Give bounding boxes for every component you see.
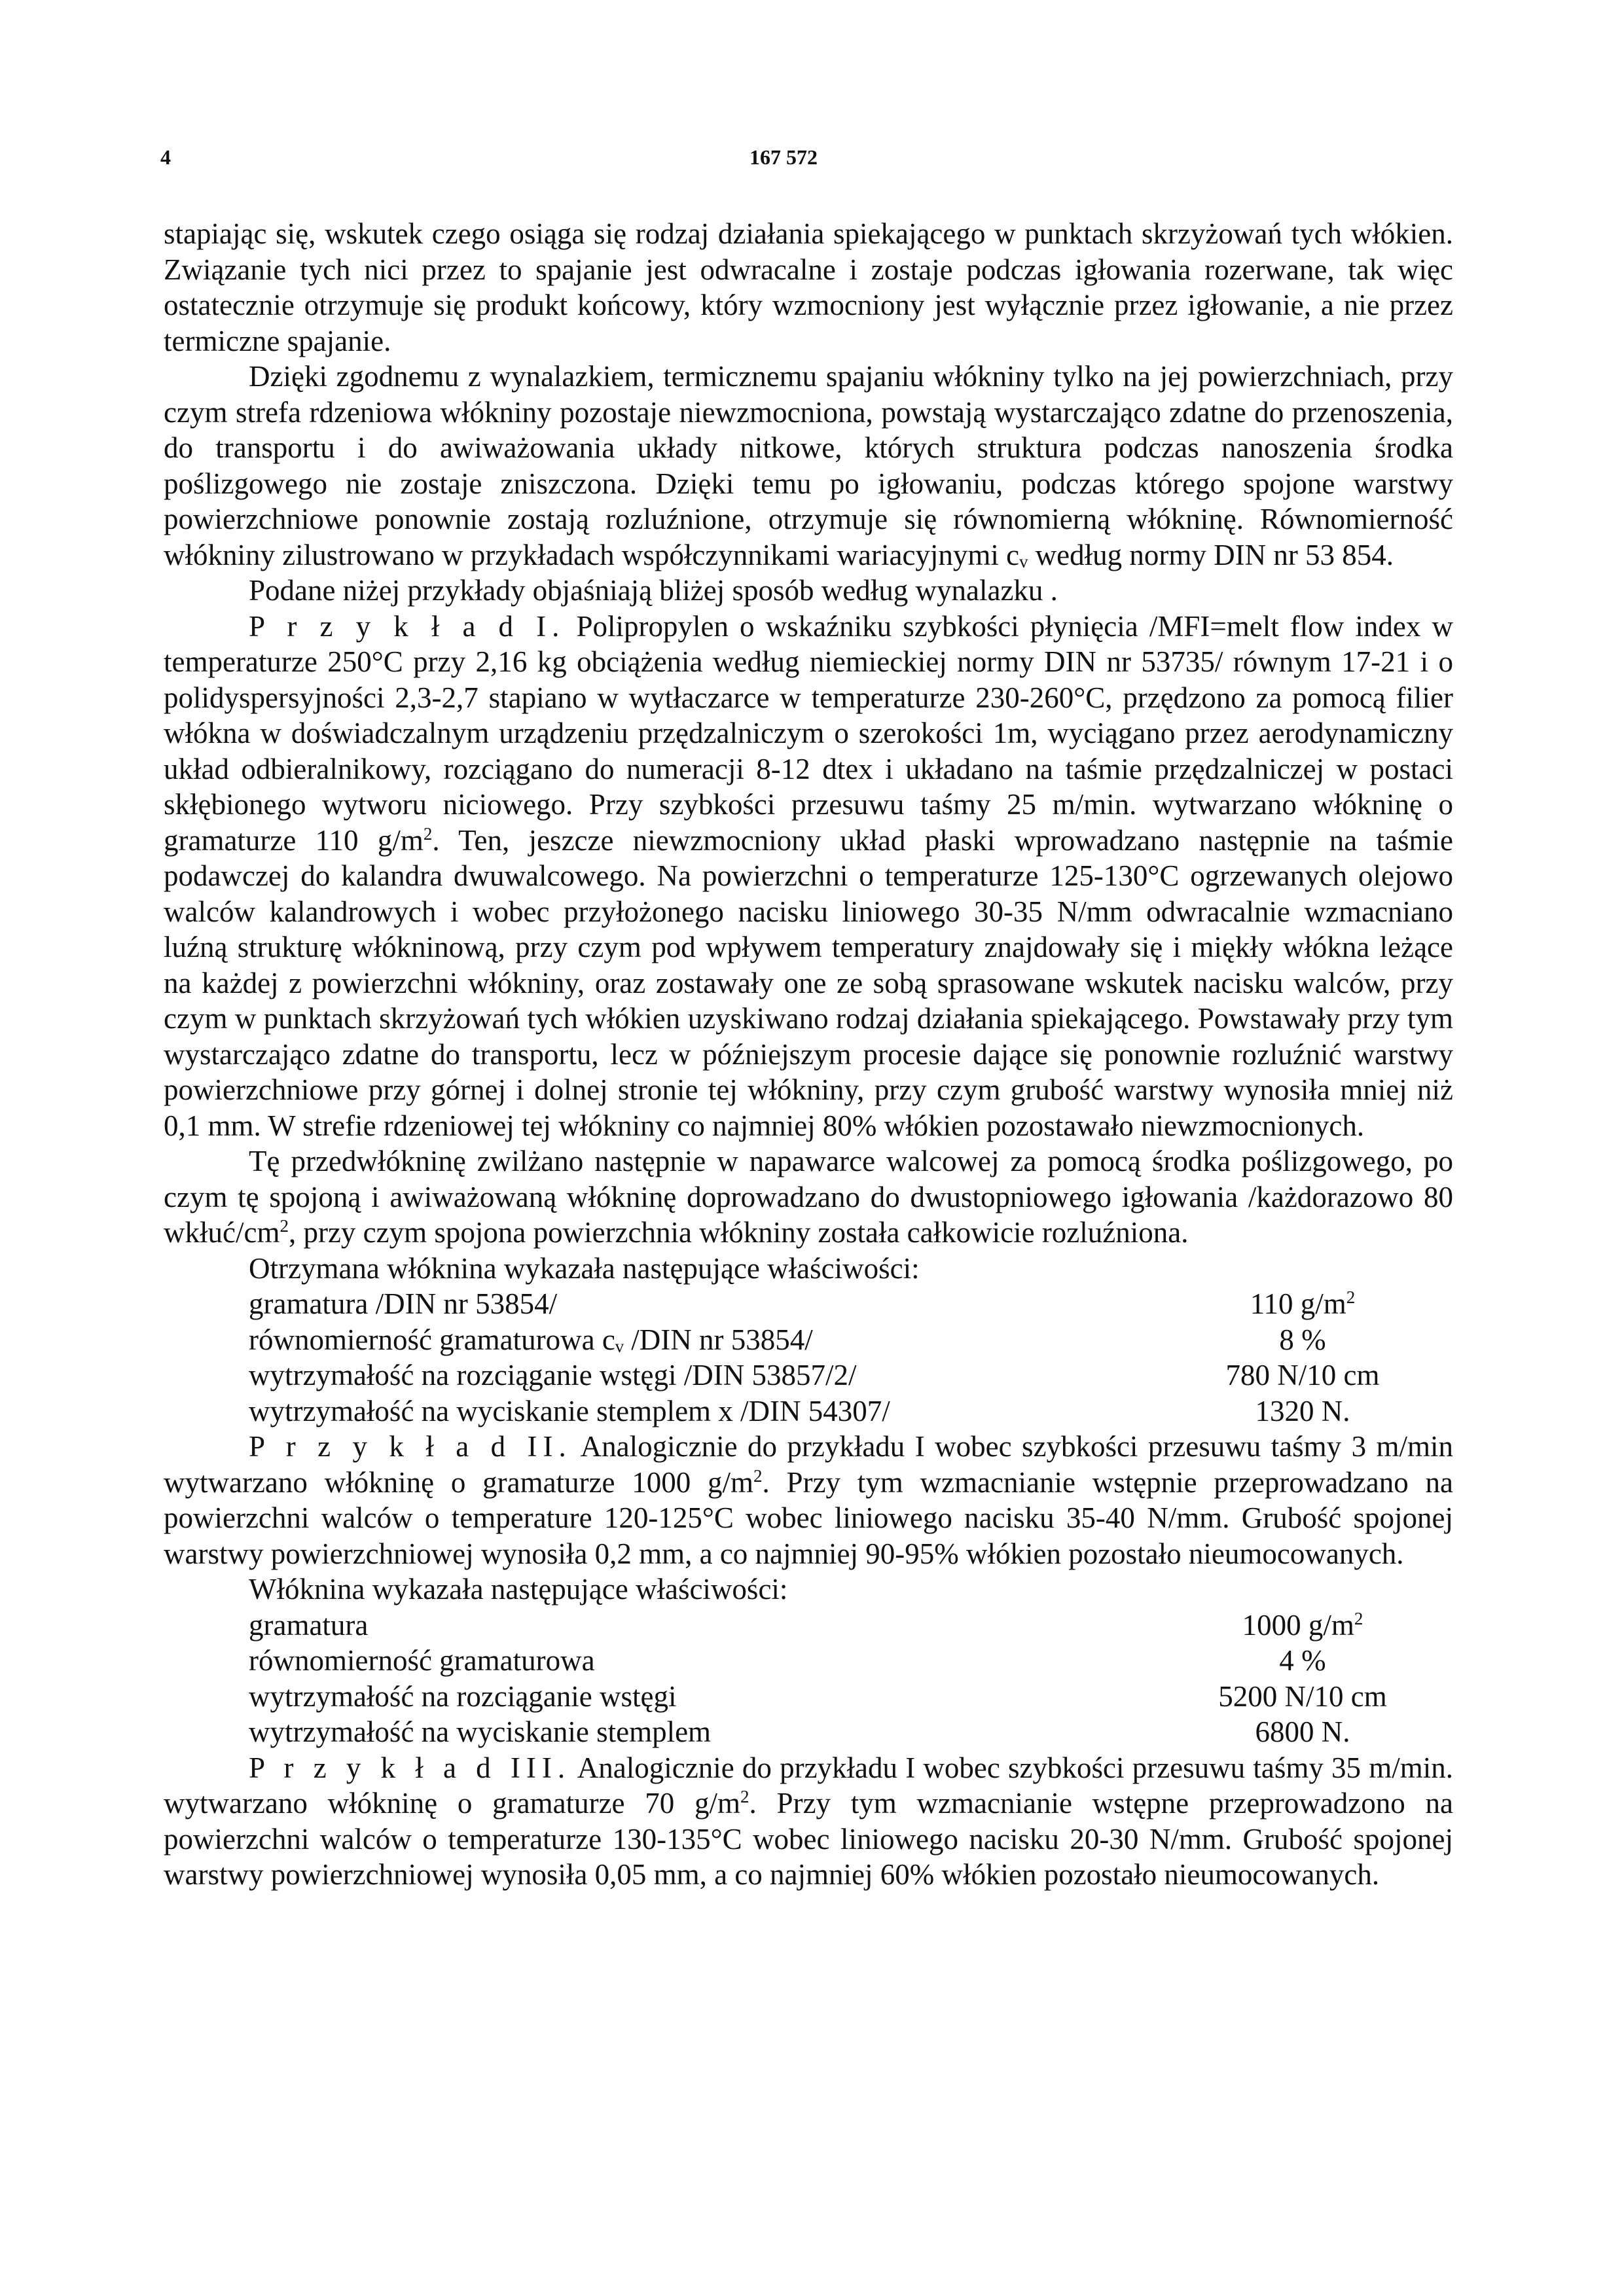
properties-2-list [249, 1607, 1407, 1750]
property-value: 780 N/10 cm [1225, 1359, 1380, 1391]
property-row [249, 1679, 1407, 1715]
property-row [249, 1393, 1407, 1429]
property-row [249, 1286, 1407, 1322]
property-row [249, 1643, 1407, 1679]
example-2-label: P r z y k ł a d II. [249, 1430, 572, 1463]
property-row [249, 1607, 1407, 1643]
example-2-text-a: Analogicznie do przykładu I wobec szybkości przesuwu taśmy 3 m/min wytwarzano włókninę o gramaturze 1000 g/m [164, 1430, 1453, 1499]
property-value: 8 % [1279, 1323, 1326, 1356]
example-3-label: P r z y k ł a d III. [249, 1751, 571, 1784]
example-1-label: P r z y k ł a d I. [249, 609, 566, 643]
paragraph-needling [164, 1143, 1453, 1251]
property-label: wytrzymałość na rozciąganie wstęgi [249, 1679, 677, 1713]
needling-text-a: Tę przedwłókninę zwilżano następnie w napawarce walcowej za pomocą środka poślizgowego, po czym tę spojoną i awiważowaną włókninę doprowadzano do dwustopniowego igłowania /każdorazowo 80 wkłuć/cm [164, 1145, 1453, 1249]
property-value: 110 $g/m^2$ [1250, 1287, 1356, 1320]
example-1-text-a: Polipropylen o wskaźniku szybkości płynięcia /MFI=melt flow index w temperaturze 250°C przy 2,16 kg obciążenia według niemieckiej normy DIN nr 53735/ równym 17-21 i o polidyspersyjności 2,3-2,7 stapiano w wytłaczarce w temperaturze 230-260°C, przędzono za pomocą filier włókna w doświadczalnym urządzeniu przędzalniczym o szerokości 1m, wyciągano przez aerodynamiczny układ odbieralnikowy, rozciągano do numeracji 8-12 dtex i układano na taśmie przędzalniczej w postaci skłębionego wytworu niciowego. Przy szybkości przesuwu taśmy 25 m/min. wytwarzano włókninę o gramaturze 110 g/m [164, 609, 1453, 857]
property-row [249, 1322, 1407, 1358]
needling-superscript: 2 [280, 1216, 289, 1236]
document-body [164, 216, 1453, 1893]
example-3-superscript: 2 [740, 1787, 749, 1806]
property-label: gramatura /DIN nr 53854/ [249, 1287, 558, 1320]
properties-1-intro: Otrzymana włóknina wykazała następujące właściwości: [249, 1251, 920, 1285]
property-label: gramatura [249, 1608, 369, 1641]
example-1-superscript: 2 [423, 823, 433, 844]
paragraph-invention-benefits: Dzięki zgodnemu z wynalazkiem, termicznemu spajaniu włókniny tylko na jej powierzchniach, przy czym strefa rdzeniowa włókniny pozostaje niewzmocniona, powstają wystarczająco zdatne do przenoszenia, do transportu i do awiważowania układy nitkowe, których struktura podczas nanoszenia środka poślizgowego nie zostaje zniszczona. Dzięki temu po igłowaniu, podczas którego spojone warstwy powierzchniowe ponownie zostają rozluźnione, otrzymuje się równomierną włókninę. Równomierność włókniny zilustrowano w przykładach współczynnikami wariacyjnymi cᵥ według normy DIN nr 53 854. [164, 360, 1453, 571]
needling-text-b: , przy czym spojona powierzchnia włókniny została całkowicie rozluźniona. [288, 1216, 1189, 1249]
property-label: równomierność gramaturowa [249, 1644, 595, 1677]
example-2-superscript: 2 [753, 1465, 763, 1486]
property-value: 5200 N/10 cm [1218, 1679, 1387, 1713]
paragraph-continuation: stapiając się, wskutek czego osiąga się rodzaj działania spiekającego w punktach skrzyżowań tych włókien. Związanie tych nici przez to spajanie jest odwracalne i zostaje podczas igłowania rozerwane, tak więc ostatecznie otrzymuje się produkt końcowy, który wzmocniony jest wyłącznie przez igłowanie, a nie przez termiczne spajanie. [164, 217, 1453, 357]
property-value: 6800 N. [1255, 1715, 1350, 1748]
page-number: 4 [160, 145, 171, 169]
property-label: równomierność gramaturowa cᵥ /DIN nr 53854/ [249, 1323, 813, 1356]
example-3-text-a: Analogicznie do przykładu I wobec szybkości przesuwu taśmy 35 m/min. wytwarzano włókninę o gramaturze 70 g/m [164, 1751, 1453, 1820]
example-2-text-b: . Przy tym wzmacnianie wstępnie przeprowadzano na powierzchni walców o temperature 120-125°C wobec liniowego nacisku 35-40 N/mm. Grubość spojonej warstwy powierzchniowej wynosiła 0,2 mm, a co najmniej 90-95% włókien pozostało nieumocowanych. [164, 1465, 1453, 1570]
paragraph-examples-intro: Podane niżej przykłady objaśniają bliżej sposób według wynalazku . [249, 574, 1058, 607]
property-value: 1000 $g/m^2$ [1242, 1608, 1363, 1641]
properties-2-intro: Włóknina wykazała następujące właściwości: [249, 1573, 788, 1605]
property-value: 1320 N. [1255, 1394, 1350, 1427]
property-label: wytrzymałość na wyciskanie stemplem x /DIN 54307/ [249, 1394, 890, 1427]
property-row [249, 1357, 1407, 1393]
example-1-text-b: . Ten, jeszcze niewzmocniony układ płaski wprowadzano następnie na taśmie podawczej do kalandra dwuwalcowego. Na powierzchni o temperaturze 125-130°C ogrzewanych olejowo walców kalandrowych i wobec przyłożonego nacisku liniowego 30-35 N/mm odwracalnie wzmacniano luźną strukturę włókninową, przy czym pod wpływem temperatury znajdowały się i miękły włókna leżące na każdej z powierzchni włókniny, oraz zostawały one ze sobą sprasowane wskutek nacisku walców, przy czym w punktach skrzyżowań tych włókien uzyskiwano rodzaj działania spiekającego. Powstawały przy tym wystarczająco zdatne do transportu, lecz w późniejszym procesie dające się ponownie rozluźnić warstwy powierzchniowe przy górnej i dolnej stronie tej włókniny, przy czym grubość warstwy wynosiła mniej niż 0,1 mm. W strefie rdzeniowej tej włókniny co najmniej 80% włókien pozostawało niewzmocnionych. [164, 823, 1453, 1142]
patent-number: 167 572 [749, 145, 818, 169]
example-2 [164, 1429, 1453, 1571]
property-row [249, 1714, 1407, 1750]
example-3 [164, 1750, 1453, 1893]
example-1 [164, 609, 1453, 1144]
property-label: wytrzymałość na wyciskanie stemplem [249, 1715, 712, 1748]
properties-1-list [249, 1286, 1407, 1429]
property-value: 4 % [1279, 1644, 1326, 1677]
example-3-text-b: . Przy tym wzmacnianie wstępne przeprowadzono na powierzchni walców o temperaturze 130-135°C wobec liniowego nacisku 20-30 N/mm. Grubość spojonej warstwy powierzchniowej wynosiła 0,05 mm, a co najmniej 60% włókien pozostało nieumocowanych. [164, 1787, 1453, 1891]
property-label: wytrzymałość na rozciąganie wstęgi /DIN 53857/2/ [249, 1359, 857, 1391]
